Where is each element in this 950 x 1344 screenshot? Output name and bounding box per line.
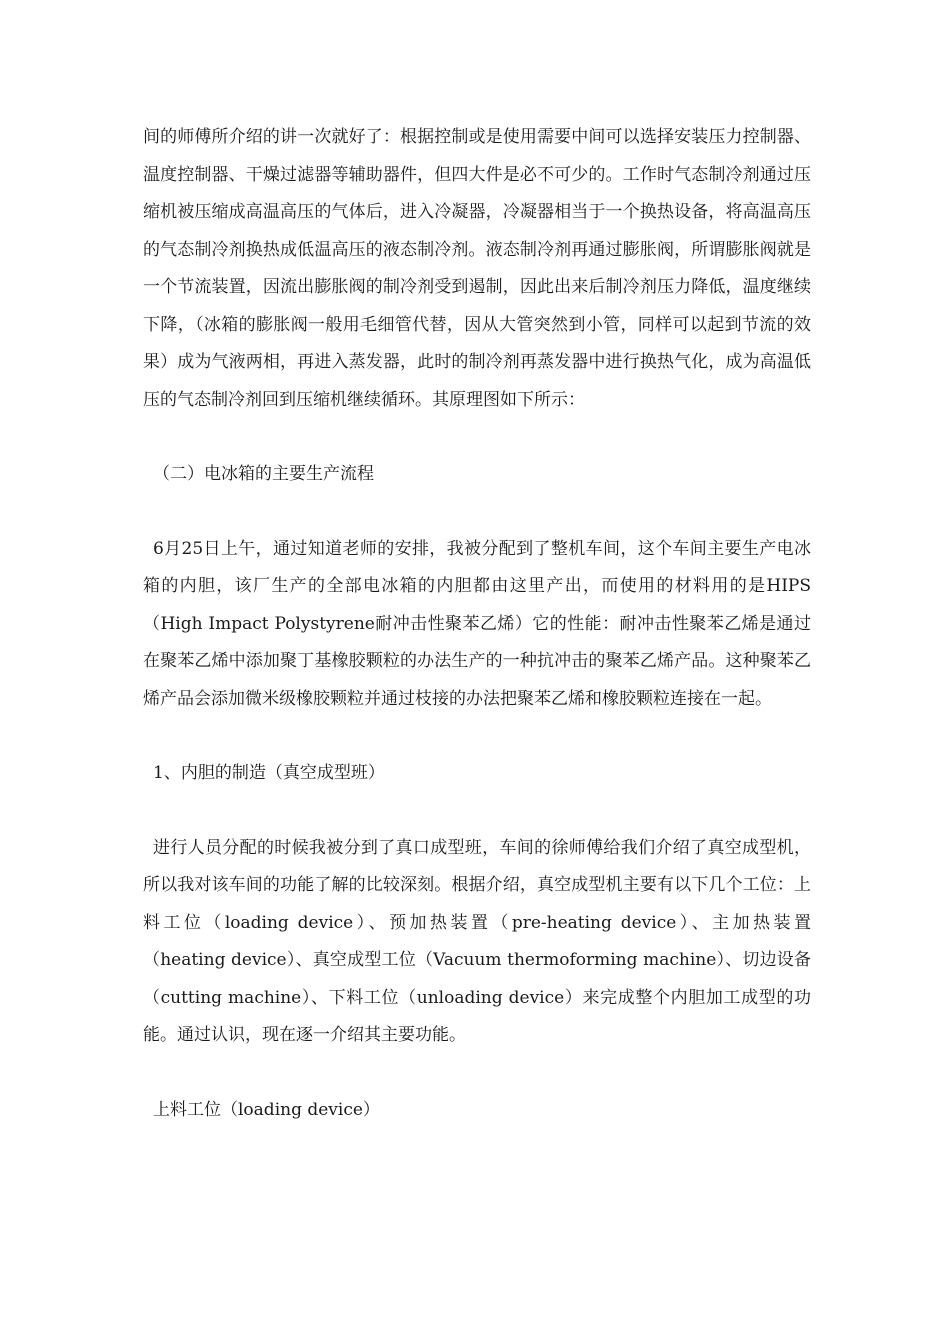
paragraph-gap [143, 1055, 811, 1092]
paragraph-workshop-hips: 6月25日上午，通过知道老师的安排，我被分配到了整机车间，这个车间主要生产电冰箱的内胆，该厂生产的全部电冰箱的内胆都由这里产出，而使用的材料用的是HIPS（High Impact Polystyrene耐冲击性聚苯乙烯）它的性能：耐冲击性聚苯乙烯是通过在聚苯乙烯中添加聚丁基橡胶颗粒的办法生产的一种抗冲击的聚苯乙烯产品。这种聚苯乙烯产品会添加微米级橡胶颗粒并通过枝接的办法把聚苯乙烯和橡胶颗粒连接在一起。 [143, 538, 811, 709]
paragraph-gap [143, 793, 811, 830]
paragraph-gap [143, 494, 811, 531]
subsection-heading-loading-device: 上料工位（loading device） [153, 1099, 380, 1120]
section-heading-production-flow: （二）电冰箱的主要生产流程 [153, 464, 374, 484]
document-body [143, 119, 811, 1129]
paragraph-refrigeration-principle: 间的师傅所介绍的讲一次就好了：根据控制或是使用需要中间可以选择安装压力控制器、温度控制器、干燥过滤器等辅助器件，但四大件是必不可少的。工作时气态制冷剂通过压缩机被压缩成高温高压的气体后，进入冷凝器，冷凝器相当于一个换热设备，将高温高压的气态制冷剂换热成低温高压的液态制冷剂。液态制冷剂再通过膨胀阀，所谓膨胀阀就是一个节流装置，因流出膨胀阀的制冷剂受到遏制，因此出来后制冷剂压力降低，温度继续下降，（冰箱的膨胀阀一般用毛细管代替，因从大管突然到小管，同样可以起到节流的效果）成为气液两相，再进入蒸发器，此时的制冷剂再蒸发器中进行换热气化，成为高温低压的气态制冷剂回到压缩机继续循环。其原理图如下所示： [143, 127, 811, 410]
paragraph-gap [143, 419, 811, 456]
paragraph-vacuum-forming-stations: 进行人员分配的时候我被分到了真口成型班，车间的徐师傅给我们介绍了真空成型机，所以我对该车间的功能了解的比较深刻。根据介绍，真空成型机主要有以下几个工位：上料工位（loading device）、预加热装置（pre-heating device）、主加热装置（heating device）、真空成型工位（Vacuum thermoforming machine）、切边设备（cutting machine）、下料工位（unloading device）来完成整个内胆加工成型的功能。通过认识，现在逐一介绍其主要功能。 [143, 837, 811, 1045]
paragraph-gap [143, 718, 811, 755]
subsection-heading-liner-manufacturing: 1、内胆的制造（真空成型班） [153, 763, 385, 783]
